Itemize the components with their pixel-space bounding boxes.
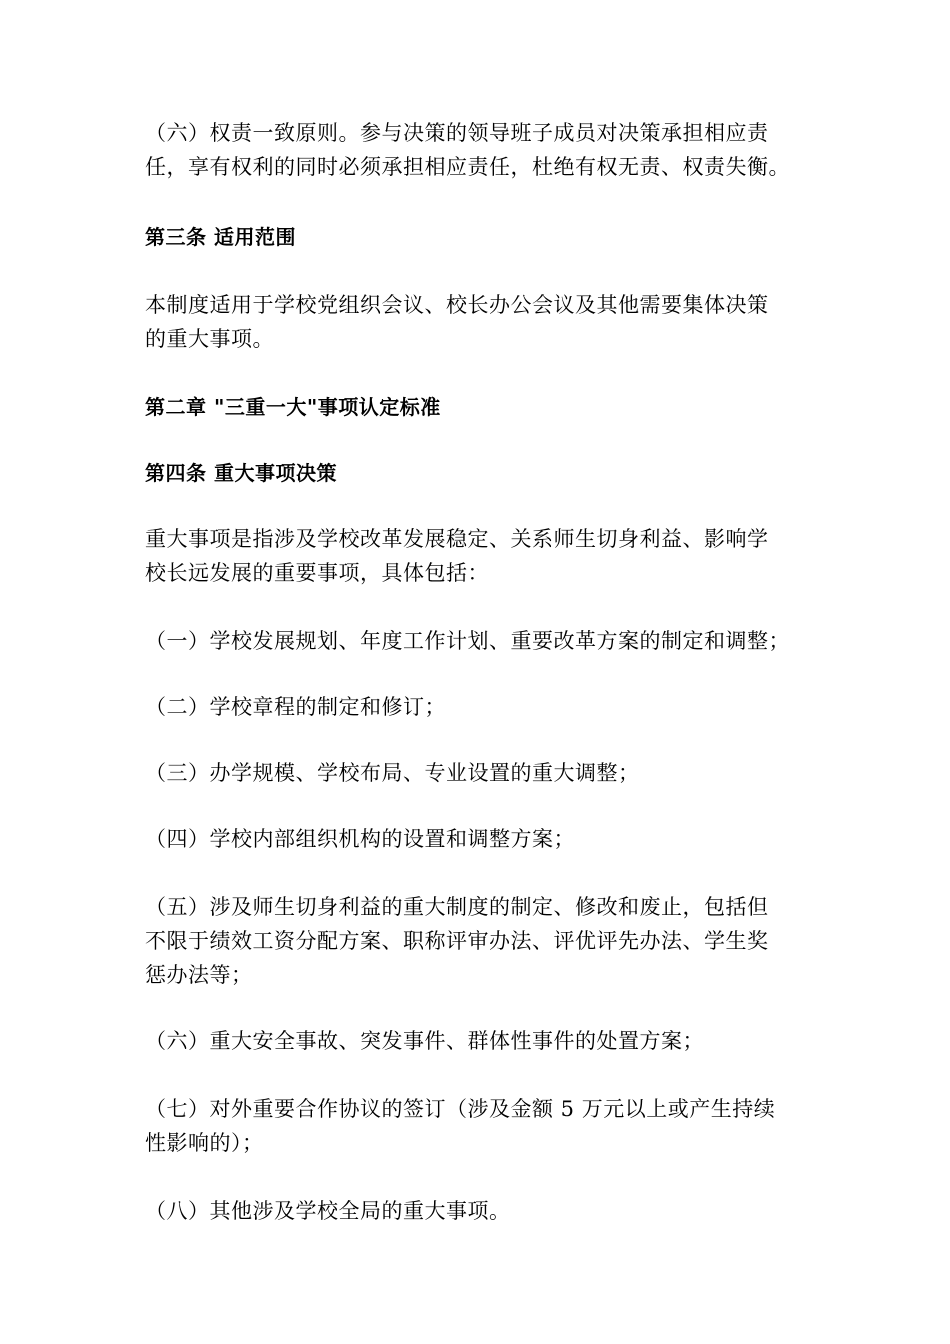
heading-text: 第四条 重大事项决策 <box>145 461 337 485</box>
heading-text: 第二章 "三重一大"事项认定标准 <box>145 395 441 419</box>
text-line: （六）重大安全事故、突发事件、群体性事件的处置方案； <box>145 1029 704 1053</box>
article-3-heading <box>145 220 296 254</box>
text-line: 不限于绩效工资分配方案、职称评审办法、评优评先办法、学生奖 <box>145 929 769 953</box>
list-item-8 <box>145 1194 511 1228</box>
text-line: 惩办法等； <box>145 963 253 987</box>
list-item-2 <box>145 690 446 724</box>
paragraph-major-matters <box>145 522 769 590</box>
paragraph-principle-6 <box>145 116 790 184</box>
chapter-2-heading <box>145 390 441 424</box>
text-line: （八）其他涉及学校全局的重大事项。 <box>145 1199 511 1223</box>
text-line: （三）办学规模、学校布局、专业设置的重大调整； <box>145 761 640 785</box>
text-line: （六）权责一致原则。参与决策的领导班子成员对决策承担相应责 <box>145 121 769 145</box>
list-item-7 <box>145 1092 775 1160</box>
text-line: （二）学校章程的制定和修订； <box>145 695 446 719</box>
list-item-6 <box>145 1024 704 1058</box>
text-line: （一）学校发展规划、年度工作计划、重要改革方案的制定和调整； <box>145 629 790 653</box>
text-line: 性影响的）； <box>145 1131 264 1155</box>
list-item-3 <box>145 756 640 790</box>
list-item-1 <box>145 624 790 658</box>
text-line: （四）学校内部组织机构的设置和调整方案； <box>145 827 575 851</box>
text-line: 的重大事项。 <box>145 327 274 351</box>
text-line: 任，享有权利的同时必须承担相应责任，杜绝有权无责、权责失衡。 <box>145 155 790 179</box>
text-line: 重大事项是指涉及学校改革发展稳定、关系师生切身利益、影响学 <box>145 527 769 551</box>
text-line: （五）涉及师生切身利益的重大制度的制定、修改和废止，包括但 <box>145 895 769 919</box>
paragraph-scope <box>145 288 769 356</box>
list-item-4 <box>145 822 575 856</box>
text-line: （七）对外重要合作协议的签订（涉及金额 5 万元以上或产生持续 <box>145 1097 776 1121</box>
text-line: 本制度适用于学校党组织会议、校长办公会议及其他需要集体决策 <box>145 293 769 317</box>
heading-text: 第三条 适用范围 <box>145 225 296 249</box>
text-line: 校长远发展的重要事项，具体包括： <box>145 561 489 585</box>
article-4-heading <box>145 456 337 490</box>
list-item-5 <box>145 890 769 992</box>
